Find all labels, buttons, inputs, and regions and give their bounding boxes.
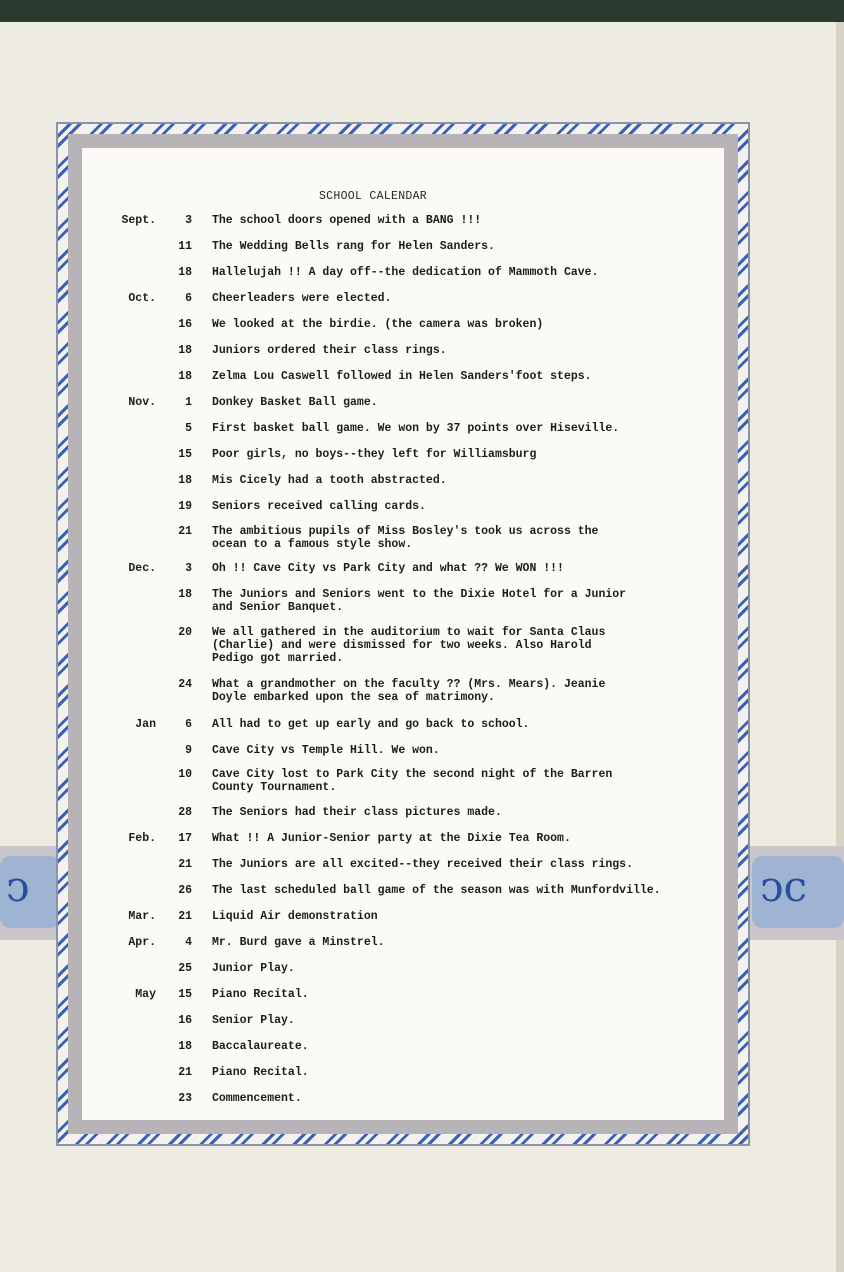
- entry-day: 21: [178, 858, 192, 871]
- entry-text: Donkey Basket Ball game.: [212, 396, 378, 409]
- scroll-swirl-icon: ↄc: [760, 862, 808, 911]
- entry-text: Cave City vs Temple Hill. We won.: [212, 744, 440, 757]
- entry-day: 11: [178, 240, 192, 253]
- entry-day: 19: [178, 500, 192, 513]
- decorative-rope-border: [56, 122, 750, 1146]
- entry-month: May: [135, 988, 156, 1001]
- entry-day: 20: [178, 626, 192, 639]
- entry-text: The Juniors are all excited--they received their class rings.: [212, 858, 633, 871]
- entry-day: 18: [178, 588, 192, 601]
- entry-day: 28: [178, 806, 192, 819]
- entry-text: Cheerleaders were elected.: [212, 292, 392, 305]
- entry-text: Mr. Burd gave a Minstrel.: [212, 936, 385, 949]
- scroll-swirl-icon: ↄ: [6, 862, 30, 911]
- entry-text: We looked at the birdie. (the camera was broken): [212, 318, 544, 331]
- entry-month: Feb.: [128, 832, 156, 845]
- entry-day: 21: [178, 910, 192, 923]
- entry-text: Commencement.: [212, 1092, 302, 1105]
- entry-text: Piano Recital.: [212, 1066, 309, 1079]
- entry-day: 21: [178, 1066, 192, 1079]
- entry-text: The last scheduled ball game of the season was with Munfordville.: [212, 884, 661, 897]
- entry-day: 17: [178, 832, 192, 845]
- left-scroll-ornament: [0, 856, 60, 928]
- page-edge: [836, 22, 844, 1272]
- entry-text: Mis Cicely had a tooth abstracted.: [212, 474, 447, 487]
- entry-month: Dec.: [128, 562, 156, 575]
- entry-text: The Seniors had their class pictures made.: [212, 806, 502, 819]
- entry-text: Oh !! Cave City vs Park City and what ?? We WON !!!: [212, 562, 564, 575]
- entry-day: 3: [185, 562, 192, 575]
- entry-text: What !! A Junior-Senior party at the Dixie Tea Room.: [212, 832, 571, 845]
- entry-day: 25: [178, 962, 192, 975]
- entry-text: The ambitious pupils of Miss Bosley's took us across the ocean to a famous style show.: [212, 525, 599, 551]
- entry-day: 3: [185, 214, 192, 227]
- calendar-sheet: [82, 148, 724, 1120]
- entry-month: Nov.: [128, 396, 156, 409]
- entry-day: 1: [185, 396, 192, 409]
- entry-text: The Juniors and Seniors went to the Dixie Hotel for a Junior and Senior Banquet.: [212, 588, 627, 614]
- entry-month: Mar.: [128, 910, 156, 923]
- entry-text: Liquid Air demonstration: [212, 910, 378, 923]
- entry-text: Hallelujah !! A day off--the dedication of Mammoth Cave.: [212, 266, 599, 279]
- entry-month: Oct.: [128, 292, 156, 305]
- entry-day: 6: [185, 292, 192, 305]
- entry-day: 4: [185, 936, 192, 949]
- entry-text: First basket ball game. We won by 37 points over Hiseville.: [212, 422, 620, 435]
- entry-text: Piano Recital.: [212, 988, 309, 1001]
- entry-day: 18: [178, 474, 192, 487]
- entry-text: Poor girls, no boys--they left for Williamsburg: [212, 448, 537, 461]
- entry-month: Sept.: [121, 214, 156, 227]
- entry-day: 16: [178, 318, 192, 331]
- entry-day: 9: [185, 744, 192, 757]
- entry-text: All had to get up early and go back to school.: [212, 718, 530, 731]
- entry-day: 26: [178, 884, 192, 897]
- entry-day: 21: [178, 525, 192, 538]
- entry-day: 16: [178, 1014, 192, 1027]
- entry-text: Juniors ordered their class rings.: [212, 344, 447, 357]
- inner-gray-frame: [68, 134, 738, 1134]
- entry-day: 23: [178, 1092, 192, 1105]
- entry-text: The school doors opened with a BANG !!!: [212, 214, 482, 227]
- entry-day: 15: [178, 448, 192, 461]
- entry-month: Jan: [135, 718, 156, 731]
- entry-day: 24: [178, 678, 192, 691]
- entry-text: Cave City lost to Park City the second night of the Barren County Tournament.: [212, 768, 613, 794]
- entry-text: Zelma Lou Caswell followed in Helen Sanders'foot steps.: [212, 370, 592, 383]
- entry-text: We all gathered in the auditorium to wait for Santa Claus (Charlie) and were dismissed for two weeks. Also Harold Pedigo got married.: [212, 626, 606, 665]
- entry-day: 6: [185, 718, 192, 731]
- entry-text: What a grandmother on the faculty ?? (Mrs. Mears). Jeanie Doyle embarked upon the sea of matrimony.: [212, 678, 606, 704]
- entry-day: 5: [185, 422, 192, 435]
- entry-day: 18: [178, 1040, 192, 1053]
- entry-day: 18: [178, 344, 192, 357]
- entry-day: 18: [178, 266, 192, 279]
- entry-text: Senior Play.: [212, 1014, 295, 1027]
- entry-text: Baccalaureate.: [212, 1040, 309, 1053]
- page-title: SCHOOL CALENDAR: [318, 190, 428, 203]
- entry-text: Junior Play.: [212, 962, 295, 975]
- entry-day: 10: [178, 768, 192, 781]
- entry-day: 15: [178, 988, 192, 1001]
- entry-text: The Wedding Bells rang for Helen Sanders.: [212, 240, 495, 253]
- entry-text: Seniors received calling cards.: [212, 500, 426, 513]
- top-dark-band: [0, 0, 844, 22]
- right-scroll-ornament: [752, 856, 844, 928]
- entry-day: 18: [178, 370, 192, 383]
- entry-month: Apr.: [128, 936, 156, 949]
